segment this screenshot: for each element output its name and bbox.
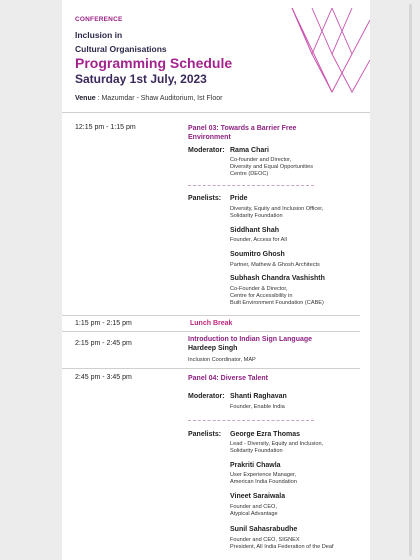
session-time: 12:15 pm - 1:15 pm: [75, 124, 136, 131]
panelists-label: Panelists:: [188, 431, 222, 438]
session-title: Panel 04: Diverse Talent: [188, 375, 269, 382]
panelist-desc: Founder and CEO, Atypical Advantage: [230, 504, 278, 517]
speaker-desc: Inclusion Coordinator, MAP: [188, 357, 256, 363]
panelist-name: George Ezra Thomas: [230, 431, 301, 438]
panelist-desc: User Experience Manager, American India Foundation: [230, 472, 297, 485]
panelist-desc: Founder, Access for All: [230, 237, 287, 243]
panelist-name: Sunil Sahasrabudhe: [230, 526, 298, 533]
moderator-desc: Co-founder and Director, Diversity and Equal Opportunities Centre (DEOC): [230, 157, 314, 177]
schedule-title: Programming Schedule: [75, 55, 233, 71]
moderator-desc: Founder, Enable India: [230, 404, 285, 410]
session-title: Introduction to Indian Sign Language: [188, 336, 313, 343]
session-time: 2:45 pm - 3:45 pm: [75, 374, 132, 381]
panelist-name: Vineet Saraiwala: [230, 493, 286, 500]
dashed-divider: [188, 185, 314, 186]
venue-label: Venue: [75, 95, 96, 102]
panelist-name: Prakriti Chawla: [230, 462, 281, 469]
decorative-lattice: [270, 0, 370, 100]
speaker-name: Hardeep Singh: [188, 345, 238, 352]
event-title-line-1: Inclusion in: [75, 30, 123, 40]
session-time: 2:15 pm - 2:45 pm: [75, 340, 132, 347]
panelist-name: Subhash Chandra Vashishth: [230, 275, 325, 282]
session-time: 1:15 pm - 2:15 pm: [75, 320, 132, 327]
event-title-line-2: Cultural Organisations: [75, 44, 167, 54]
panelist-desc: Co-Founder & Director, Centre for Accessibility in Built Environment Foundation (CABE): [230, 286, 324, 306]
divider: [62, 112, 370, 113]
panelist-name: Pride: [230, 195, 248, 202]
moderator-label: Moderator:: [188, 147, 225, 154]
panelist-name: Soumitro Ghosh: [230, 251, 285, 258]
event-date: Saturday 1st July, 2023: [75, 72, 207, 86]
session-title: Panel 03: Towards a Barrier Free Environment: [188, 125, 297, 141]
panelist-desc: Partner, Mathew & Ghosh Architects: [230, 262, 320, 268]
venue: [75, 95, 222, 102]
dashed-divider: [188, 420, 314, 421]
panelist-desc: Founder and CEO, SIGNEX President, All India Federation of the Deaf: [230, 537, 334, 550]
panelist-desc: Diversity, Equity and Inclusion Officer, Solidarity Foundation: [230, 206, 324, 219]
divider: [62, 368, 360, 369]
venue-value: : Mazumdar - Shaw Auditorium, Ist Floor: [97, 95, 223, 102]
conference-kicker: CONFERENCE: [75, 16, 123, 23]
panelist-name: Siddhant Shah: [230, 227, 279, 234]
panelist-desc: Lead - Diversity, Equity and Inclusion, Solidarity Foundation: [230, 441, 324, 454]
divider: [62, 315, 360, 316]
moderator-name: Rama Chari: [230, 147, 269, 154]
moderator-name: Shanti Raghavan: [230, 393, 287, 400]
schedule-page: [62, 0, 370, 560]
divider: [62, 331, 360, 332]
event-title: [75, 28, 167, 56]
scrollbar[interactable]: [409, 4, 412, 556]
panelists-label: Panelists:: [188, 195, 222, 202]
moderator-label: Moderator:: [188, 393, 225, 400]
lunch-break-title: Lunch Break: [190, 320, 233, 327]
